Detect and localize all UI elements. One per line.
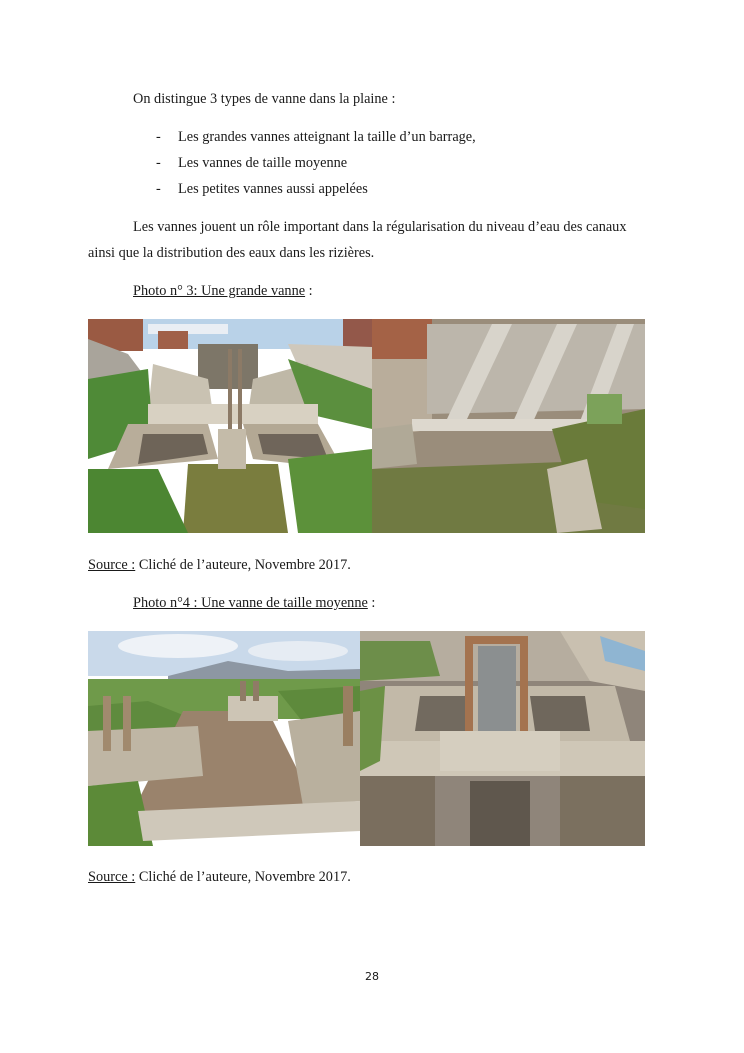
list-item: Les petites vannes aussi appelées [178,181,368,197]
photo3-left-image [88,319,372,533]
photo3-source-label: Source : [88,557,136,573]
photo3-right-image [372,319,645,533]
bullet-marker: - [156,181,161,197]
photo4-caption-title: Photo n°4 : Une vanne de taille moyenne [133,595,368,611]
page-number: 28 [365,970,379,983]
bullet-marker: - [156,129,161,145]
list-item: Les vannes de taille moyenne [178,155,348,171]
photo4-source-label: Source : [88,869,136,885]
photo4-source-text: Cliché de l’auteure, Novembre 2017. [135,869,351,885]
list-item: Les grandes vannes atteignant la taille d’un barrage, [178,129,476,145]
photo4-source [88,868,351,886]
photo3-caption-suffix: : [305,283,313,299]
photo4-left-image [88,631,360,846]
photo3-source-text: Cliché de l’auteure, Novembre 2017. [135,557,351,573]
paragraph-line-2: ainsi que la distribution des eaux dans les rizières. [88,245,375,261]
photo3-caption-title: Photo n° 3: Une grande vanne [133,283,306,299]
paragraph-line-1: Les vannes jouent un rôle important dans la régularisation du niveau d’eau des canaux [133,219,627,235]
photo4-caption [133,594,375,612]
photo4-right-image [360,631,645,846]
photo4-caption-suffix: : [367,595,376,611]
intro-text: On distingue 3 types de vanne dans la plaine : [133,91,396,107]
bullet-marker: - [156,155,161,171]
photo3-caption [133,282,313,300]
photo3-source [88,556,351,574]
